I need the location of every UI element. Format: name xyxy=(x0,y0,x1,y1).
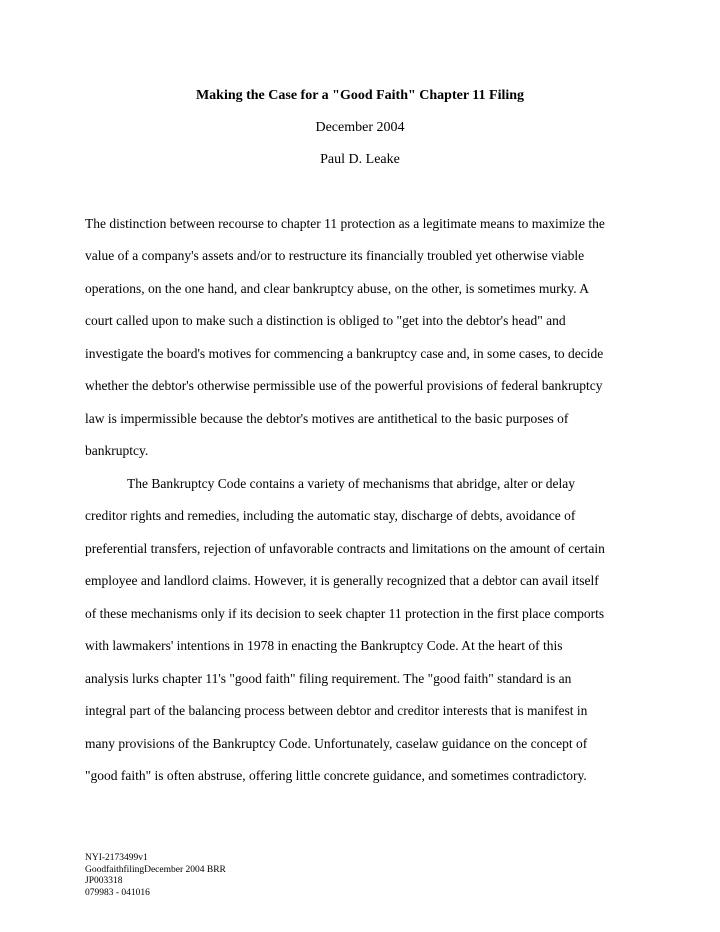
paragraph-1-line: bankruptcy. xyxy=(85,443,149,458)
document-author: Paul D. Leake xyxy=(320,152,400,167)
paragraph-2-line: with lawmakers' intentions in 1978 in enacting the Bankruptcy Code. At the heart of this xyxy=(85,638,563,653)
paragraph-2-line: creditor rights and remedies, including the automatic stay, discharge of debts, avoidance of xyxy=(85,508,576,523)
paragraph-1-line: court called upon to make such a distinction is obliged to "get into the debtor's head" and xyxy=(85,313,566,328)
paragraph-2-line: analysis lurks chapter 11's "good faith" filing requirement. The "good faith" standard is an xyxy=(85,671,572,686)
footer-line: JP003318 xyxy=(85,876,123,886)
footer-line: 079983 - 041016 xyxy=(85,887,150,898)
paragraph-2-line: employee and landlord claims. However, it is generally recognized that a debtor can avail itself xyxy=(85,573,599,588)
paragraph-1-line: value of a company's assets and/or to restructure its financially troubled yet otherwise viable xyxy=(85,248,585,263)
footer-line: GoodfaithfilingDecember 2004 BRR xyxy=(85,864,226,875)
paragraph-1-line: whether the debtor's otherwise permissible use of the powerful provisions of federal bankruptcy xyxy=(85,378,603,393)
paragraph-1-line: operations, on the one hand, and clear bankruptcy abuse, on the other, is sometimes murky. A xyxy=(85,281,589,296)
paragraph-2-line: preferential transfers, rejection of unfavorable contracts and limitations on the amount of certain xyxy=(85,541,605,556)
paragraph-2-line: "good faith" is often abstruse, offering little concrete guidance, and sometimes contradictory. xyxy=(85,768,587,783)
footer-line: NYI-2173499v1 xyxy=(85,853,148,863)
paragraph-1-line: law is impermissible because the debtor's motives are antithetical to the basic purposes of xyxy=(85,411,569,426)
paragraph-1-line: The distinction between recourse to chapter 11 protection as a legitimate means to maximize the xyxy=(85,216,605,231)
paragraph-2-line: integral part of the balancing process between debtor and creditor interests that is manifest in xyxy=(85,703,588,718)
paragraph-2-line: many provisions of the Bankruptcy Code. Unfortunately, caselaw guidance on the concept of xyxy=(85,736,588,751)
paragraph-2-line: The Bankruptcy Code contains a variety of mechanisms that abridge, alter or delay xyxy=(127,476,575,491)
paragraph-2-line: of these mechanisms only if its decision to seek chapter 11 protection in the first place comports xyxy=(85,606,605,621)
document-footer xyxy=(85,853,226,899)
paragraph-1-line: investigate the board's motives for commencing a bankruptcy case and, in some cases, to decide xyxy=(85,346,604,361)
document-date: December 2004 xyxy=(315,120,405,135)
document-title: Making the Case for a "Good Faith" Chapter 11 Filing xyxy=(195,88,525,103)
